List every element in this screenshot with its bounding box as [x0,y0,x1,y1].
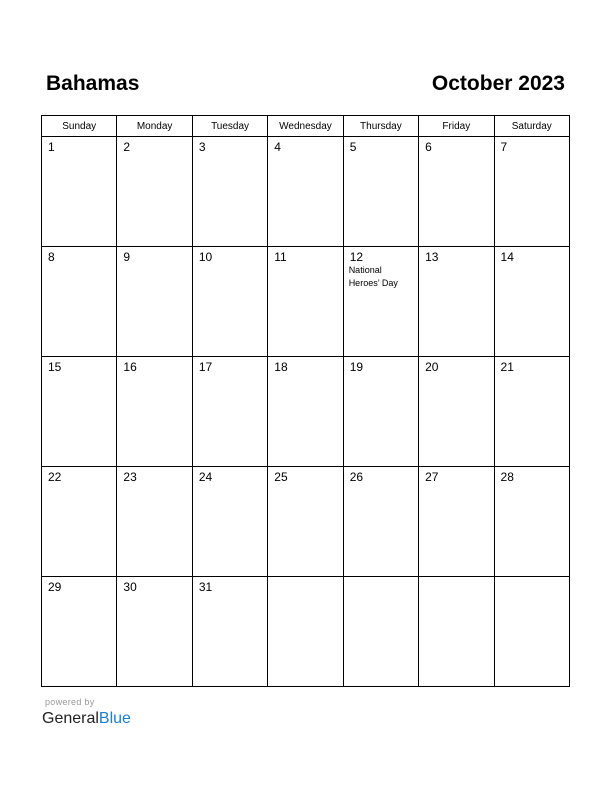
day-number: 22 [48,470,62,484]
brand-logo [42,709,131,729]
week-row [42,247,570,357]
brand-general-text: General [42,710,99,727]
day-cell [117,467,192,577]
day-number: 14 [500,250,514,264]
country-title: Bahamas [46,72,140,95]
day-cell [42,467,117,577]
day-cell [192,247,267,357]
weekday-header-row [42,116,570,137]
weekday-sunday: Sunday [42,116,117,137]
day-cell [268,467,343,577]
day-number: 23 [123,470,137,484]
calendar-grid [41,115,570,687]
day-cell [117,357,192,467]
day-number: 19 [349,360,364,374]
week-row [42,357,570,467]
day-number: 29 [48,580,62,594]
day-number: 5 [349,140,357,154]
day-cell [268,357,343,467]
holiday-label: National Heroes’ Day [348,265,398,288]
day-number: 13 [425,250,439,264]
day-cell [42,577,117,687]
day-number: 9 [123,250,131,264]
day-cell [494,467,569,577]
day-cell [343,137,418,247]
day-cell [343,357,418,467]
day-number: 17 [198,360,213,374]
day-cell [419,357,494,467]
day-cell [42,137,117,247]
day-cell [419,577,494,687]
month-title: October 2023 [431,72,565,95]
day-cell [42,247,117,357]
day-number: 26 [349,470,364,484]
day-number: 24 [198,470,213,484]
day-number [268,577,342,580]
powered-by-text: powered by [45,697,95,707]
weekday-friday: Friday [419,116,494,137]
day-cell [192,577,267,687]
day-number: 27 [425,470,439,484]
day-cell [117,247,192,357]
weekday-saturday: Saturday [494,116,569,137]
day-cell [42,357,117,467]
day-number: 3 [198,140,206,154]
day-cell [192,357,267,467]
day-cell [494,577,569,687]
day-number: 15 [48,360,62,374]
day-number: 18 [274,360,288,374]
day-cell [192,137,267,247]
weekday-wednesday: Wednesday [268,116,343,137]
day-number: 4 [274,140,281,154]
day-cell [117,137,192,247]
weekday-tuesday: Tuesday [192,116,267,137]
day-number: 28 [500,470,514,484]
day-number: 30 [123,580,137,594]
day-number: 6 [425,140,432,154]
day-number: 16 [123,360,137,374]
brand-blue-text: Blue [98,710,131,727]
day-cell [419,247,494,357]
day-cell [343,467,418,577]
day-number: 20 [425,360,439,374]
day-number: 2 [123,140,131,154]
day-number: 12 [349,250,364,264]
week-row [42,137,570,247]
day-cell [343,577,418,687]
day-number: 31 [198,580,213,594]
day-number [419,577,493,580]
weekday-thursday: Thursday [343,116,418,137]
day-number: 8 [48,250,55,264]
day-cell-holiday [343,247,418,357]
day-cell [117,577,192,687]
day-cell [268,247,343,357]
day-cell [419,467,494,577]
week-row [42,577,570,687]
day-number: 10 [198,250,213,264]
day-number: 21 [500,360,514,374]
day-cell [494,247,569,357]
day-number: 1 [48,140,55,154]
day-cell [192,467,267,577]
week-row [42,467,570,577]
day-cell [494,357,569,467]
day-cell [268,137,343,247]
day-cell [494,137,569,247]
day-cell [268,577,343,687]
day-number [344,577,418,580]
day-number: 11 [274,250,287,264]
footer-branding [42,697,131,729]
day-number [495,577,569,580]
weekday-monday: Monday [117,116,192,137]
day-number: 7 [500,140,508,154]
day-cell [419,137,494,247]
day-number: 25 [274,470,288,484]
